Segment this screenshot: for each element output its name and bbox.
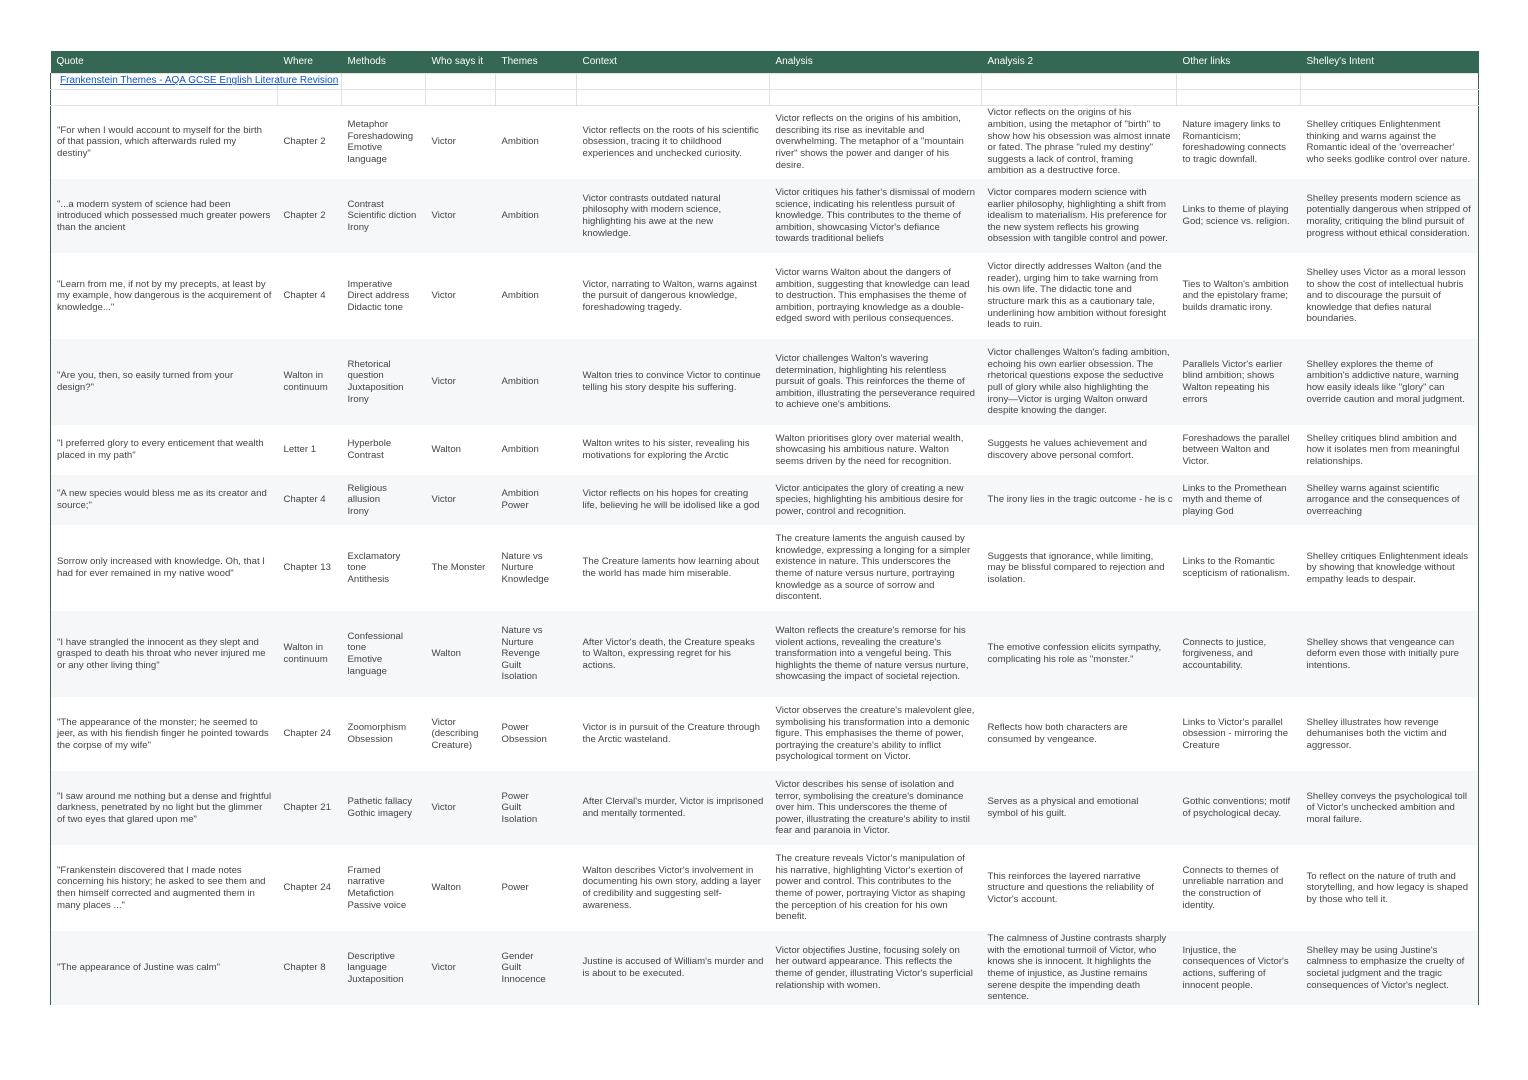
analysis-2-cell[interactable]: This reinforces the layered narrative structure and questions the reliability of Victor's account. — [982, 845, 1177, 931]
table-row — [51, 475, 1479, 525]
who-says-it-cell[interactable]: Victor — [426, 339, 496, 425]
analysis-cell[interactable]: Walton prioritises glory over material wealth, showcasing his ambitious nature. Walton seems driven by the need for recognition. — [770, 425, 982, 475]
other-links-cell[interactable]: Injustice, the consequences of Victor's actions, suffering of innocent people. — [1177, 931, 1301, 1005]
context-cell[interactable]: Walton describes Victor's involvement in documenting his own story, adding a layer of credibility and suggesting self-awareness. — [577, 845, 770, 931]
blank-row — [51, 89, 1479, 105]
who-says-it-cell[interactable]: Victor (describing Creature) — [426, 697, 496, 771]
context-cell[interactable]: Justine is accused of William's murder and is about to be executed. — [577, 931, 770, 1005]
themes-cell[interactable]: Ambition — [496, 179, 577, 253]
context-cell[interactable]: Walton writes to his sister, revealing his motivations for exploring the Arctic — [577, 425, 770, 475]
who-says-it-cell[interactable]: Victor — [426, 105, 496, 179]
empty-cell[interactable] — [342, 73, 426, 89]
title-link[interactable]: Frankenstein Themes - AQA GCSE English Literature Revision — [60, 75, 339, 87]
analysis-2-cell[interactable]: Victor directly addresses Walton (and the reader), urging him to take warning from his own life. The didactic tone and structure mark this as a cautionary tale, underlining how ambition without foresight leads to ruin. — [982, 253, 1177, 339]
empty-cell[interactable] — [496, 73, 577, 89]
methods-cell[interactable]: Confessional tone Emotive language — [342, 611, 426, 697]
shelleys-intent-cell[interactable]: Shelley warns against scientific arrogance and the consequences of overreaching — [1301, 475, 1479, 525]
header-analysis-2[interactable]: Analysis 2 — [982, 51, 1177, 73]
analysis-2-cell[interactable]: Reflects how both characters are consumed by vengeance. — [982, 697, 1177, 771]
table-row — [51, 525, 1479, 611]
themes-cell[interactable]: Ambition — [496, 339, 577, 425]
context-cell[interactable]: Victor is in pursuit of the Creature through the Arctic wasteland. — [577, 697, 770, 771]
table-header — [51, 51, 1479, 73]
table-row — [51, 845, 1479, 931]
spreadsheet — [50, 51, 1478, 1005]
empty-cell[interactable] — [278, 89, 342, 105]
shelleys-intent-cell[interactable]: Shelley may be using Justine's calmness to emphasize the cruelty of societal judgment and the tragic consequences of Victor's neglect. — [1301, 931, 1479, 1005]
analysis-cell[interactable]: Victor warns Walton about the dangers of ambition, suggesting that knowledge can lead to destruction. This emphasises the theme of ambition, portraying knowledge as a double-edged sword with perilous consequences. — [770, 253, 982, 339]
context-cell[interactable]: After Victor's death, the Creature speaks to Walton, expressing regret for his actions. — [577, 611, 770, 697]
other-links-cell[interactable]: Connects to themes of unreliable narration and the construction of identity. — [1177, 845, 1301, 931]
other-links-cell[interactable]: Nature imagery links to Romanticism; foreshadowing connects to tragic downfall. — [1177, 105, 1301, 179]
other-links-cell[interactable]: Connects to justice, forgiveness, and accountability. — [1177, 611, 1301, 697]
quote-cell[interactable]: "Learn from me, if not by my precepts, at least by my example, how dangerous is the acquirement of knowledge..." — [51, 253, 278, 339]
other-links-cell[interactable]: Gothic conventions; motif of psychological decay. — [1177, 771, 1301, 845]
themes-cell[interactable]: Power — [496, 845, 577, 931]
methods-cell[interactable]: Religious allusion Irony — [342, 475, 426, 525]
themes-cell[interactable]: Ambition — [496, 253, 577, 339]
header-quote[interactable]: Quote — [51, 51, 278, 73]
shelleys-intent-cell[interactable]: Shelley presents modern science as potentially dangerous when stripped of morality, critiquing the blind pursuit of progress without ethical consideration. — [1301, 179, 1479, 253]
who-says-it-cell[interactable]: Walton — [426, 845, 496, 931]
empty-cell[interactable] — [1177, 89, 1301, 105]
shelleys-intent-cell[interactable]: Shelley shows that vengeance can deform even those with initially pure intentions. — [1301, 611, 1479, 697]
analysis-2-cell[interactable]: Victor challenges Walton's fading ambition, echoing his own earlier obsession. The rhetorical questions expose the seductive pull of glory while also highlighting the irony—Victor is urging Walton onward despite knowing the danger. — [982, 339, 1177, 425]
other-links-cell[interactable]: Links to Victor's parallel obsession - mirroring the Creature — [1177, 697, 1301, 771]
who-says-it-cell[interactable]: Victor — [426, 771, 496, 845]
methods-cell[interactable]: Imperative Direct address Didactic tone — [342, 253, 426, 339]
analysis-cell[interactable]: Victor describes his sense of isolation and terror, symbolising the creature's dominance over him. This underscores the theme of power, illustrating the creature's ability to instil fear and paranoia in Victor. — [770, 771, 982, 845]
empty-cell[interactable] — [496, 89, 577, 105]
themes-cell[interactable]: Ambition Power — [496, 475, 577, 525]
context-cell[interactable]: Victor reflects on his hopes for creating life, believing he will be idolised like a god — [577, 475, 770, 525]
who-says-it-cell[interactable]: Victor — [426, 253, 496, 339]
table-row — [51, 697, 1479, 771]
quote-cell[interactable]: "Frankenstein discovered that I made notes concerning his history; he asked to see them and then himself corrected and augmented them in many places ..." — [51, 845, 278, 931]
title-row — [51, 73, 1479, 89]
empty-cell[interactable] — [1301, 73, 1479, 89]
other-links-cell[interactable]: Foreshadows the parallel between Walton and Victor. — [1177, 425, 1301, 475]
empty-cell[interactable] — [770, 89, 982, 105]
analysis-2-cell[interactable]: Suggests that ignorance, while limiting, may be blissful compared to rejection and isolation. — [982, 525, 1177, 611]
header-methods[interactable]: Methods — [342, 51, 426, 73]
table-row — [51, 611, 1479, 697]
context-cell[interactable]: Walton tries to convince Victor to continue telling his story despite his suffering. — [577, 339, 770, 425]
table-row — [51, 105, 1479, 179]
shelleys-intent-cell[interactable]: Shelley critiques blind ambition and how it isolates men from meaningful relationships. — [1301, 425, 1479, 475]
shelleys-intent-cell[interactable]: Shelley conveys the psychological toll of Victor's unchecked ambition and moral failure. — [1301, 771, 1479, 845]
quote-cell[interactable]: "I saw around me nothing but a dense and frightful darkness, penetrated by no light but the glimmer of two eyes that glared upon me" — [51, 771, 278, 845]
quote-cell[interactable]: "The appearance of the monster; he seemed to jeer, as with his fiendish finger he pointed towards the corpse of my wife" — [51, 697, 278, 771]
table-row — [51, 339, 1479, 425]
where-cell[interactable]: Walton in continuum — [278, 611, 342, 697]
table-row — [51, 425, 1479, 475]
other-links-cell[interactable]: Links to theme of playing God; science vs. religion. — [1177, 179, 1301, 253]
where-cell[interactable]: Walton in continuum — [278, 339, 342, 425]
context-cell[interactable]: Victor contrasts outdated natural philosophy with modern science, highlighting his awe at the new knowledge. — [577, 179, 770, 253]
themes-cell[interactable]: Ambition — [496, 425, 577, 475]
empty-cell[interactable] — [342, 89, 426, 105]
who-says-it-cell[interactable]: Victor — [426, 179, 496, 253]
themes-table — [50, 51, 1479, 1005]
who-says-it-cell[interactable]: Walton — [426, 425, 496, 475]
shelleys-intent-cell[interactable]: Shelley illustrates how revenge dehumanises both the victim and aggressor. — [1301, 697, 1479, 771]
other-links-cell[interactable]: Ties to Walton's ambition and the epistolary frame; builds dramatic irony. — [1177, 253, 1301, 339]
header-other-links[interactable]: Other links — [1177, 51, 1301, 73]
where-cell[interactable]: Chapter 8 — [278, 931, 342, 1005]
analysis-2-cell[interactable]: The emotive confession elicits sympathy, complicating his role as "monster." — [982, 611, 1177, 697]
analysis-cell[interactable]: Victor observes the creature's malevolent glee, symbolising his transformation into a demonic figure. This emphasises the theme of power, portraying the creature's ability to inflict psychological torment on Victor. — [770, 697, 982, 771]
empty-cell[interactable] — [1301, 89, 1479, 105]
context-cell[interactable]: After Clerval's murder, Victor is imprisoned and mentally tormented. — [577, 771, 770, 845]
quote-cell[interactable]: "The appearance of Justine was calm" — [51, 931, 278, 1005]
methods-cell[interactable]: Rhetorical question Juxtaposition Irony — [342, 339, 426, 425]
who-says-it-cell[interactable]: Victor — [426, 931, 496, 1005]
shelleys-intent-cell[interactable]: Shelley critiques Enlightenment thinking and warns against the Romantic ideal of the 'overreacher' who seeks godlike control over nature. — [1301, 105, 1479, 179]
methods-cell[interactable]: Exclamatory tone Antithesis — [342, 525, 426, 611]
table-row — [51, 253, 1479, 339]
methods-cell[interactable]: Contrast Scientific diction Irony — [342, 179, 426, 253]
analysis-cell[interactable]: Victor critiques his father's dismissal of modern science, indicating his relentless pursuit of knowledge. This contributes to the theme of ambition, showcasing Victor's defiance towards traditional beliefs — [770, 179, 982, 253]
where-cell[interactable]: Chapter 2 — [278, 179, 342, 253]
sheet-top-rows — [51, 73, 1479, 105]
other-links-cell[interactable]: Links to the Promethean myth and theme of playing God — [1177, 475, 1301, 525]
where-cell[interactable]: Chapter 13 — [278, 525, 342, 611]
methods-cell[interactable]: Metaphor Foreshadowing Emotive language — [342, 105, 426, 179]
themes-cell[interactable]: Power Obsession — [496, 697, 577, 771]
analysis-2-cell[interactable]: Suggests he values achievement and discovery above personal comfort. — [982, 425, 1177, 475]
analysis-2-cell[interactable]: The irony lies in the tragic outcome - he is c — [982, 475, 1177, 525]
who-says-it-cell[interactable]: The Monster — [426, 525, 496, 611]
where-cell[interactable]: Chapter 2 — [278, 105, 342, 179]
themes-cell[interactable]: Ambition — [496, 105, 577, 179]
methods-cell[interactable]: Zoomorphism Obsession — [342, 697, 426, 771]
analysis-cell[interactable]: The creature reveals Victor's manipulation of his narrative, highlighting Victor's exertion of power and control. This contributes to the theme of power, portraying Victor as shaping the perception of his creation for his own benefit. — [770, 845, 982, 931]
context-cell[interactable]: Victor, narrating to Walton, warns against the pursuit of dangerous knowledge, foreshadowing tragedy. — [577, 253, 770, 339]
table-row — [51, 771, 1479, 845]
header-who-says-it[interactable]: Who says it — [426, 51, 496, 73]
analysis-cell[interactable]: Victor challenges Walton's wavering determination, highlighting his relentless pursuit of goals. This reinforces the theme of ambition, illustrating the perseverance required to achieve one's ambitions. — [770, 339, 982, 425]
where-cell[interactable]: Chapter 4 — [278, 475, 342, 525]
analysis-2-cell[interactable]: Victor reflects on the origins of his ambition, using the metaphor of "birth" to show how his obsession was almost innate or fated. The phrase "ruled my destiny" suggests a lack of control, framing ambition as a destructive force. — [982, 105, 1177, 179]
analysis-2-cell[interactable]: Victor compares modern science with earlier philosophy, highlighting a shift from idealism to materialism. His preference for the new system reflects his growing obsession with tangible control and power. — [982, 179, 1177, 253]
table-row — [51, 179, 1479, 253]
title-cell[interactable] — [51, 73, 339, 89]
analysis-2-cell[interactable]: Serves as a physical and emotional symbol of his guilt. — [982, 771, 1177, 845]
empty-cell[interactable] — [426, 73, 496, 89]
methods-cell[interactable]: Framed narrative Metafiction Passive voice — [342, 845, 426, 931]
where-cell[interactable]: Chapter 24 — [278, 697, 342, 771]
header-shelleys-intent[interactable]: Shelley's Intent — [1301, 51, 1479, 73]
themes-cell[interactable]: Gender Guilt Innocence — [496, 931, 577, 1005]
empty-cell[interactable] — [982, 73, 1177, 89]
context-cell[interactable]: Victor reflects on the roots of his scientific obsession, tracing it to childhood experiences and unchecked curiosity. — [577, 105, 770, 179]
where-cell[interactable]: Chapter 21 — [278, 771, 342, 845]
methods-cell[interactable]: Hyperbole Contrast — [342, 425, 426, 475]
table-row — [51, 931, 1479, 1005]
context-cell[interactable]: The Creature laments how learning about the world has made him miserable. — [577, 525, 770, 611]
header-row — [51, 51, 1479, 73]
methods-cell[interactable]: Pathetic fallacy Gothic imagery — [342, 771, 426, 845]
analysis-cell[interactable]: The creature laments the anguish caused by knowledge, expressing a longing for a simpler existence in nature. This underscores the theme of nature versus nurture, portraying knowledge as a source of sorrow and discontent. — [770, 525, 982, 611]
themes-cell[interactable]: Nature vs Nurture Knowledge — [496, 525, 577, 611]
empty-cell[interactable] — [426, 89, 496, 105]
who-says-it-cell[interactable]: Walton — [426, 611, 496, 697]
quote-cell[interactable]: "Are you, then, so easily turned from your design?" — [51, 339, 278, 425]
header-where[interactable]: Where — [278, 51, 342, 73]
where-cell[interactable]: Chapter 4 — [278, 253, 342, 339]
methods-cell[interactable]: Descriptive language Juxtaposition — [342, 931, 426, 1005]
empty-cell[interactable] — [982, 89, 1177, 105]
analysis-cell[interactable]: Victor objectifies Justine, focusing solely on her outward appearance. This reflects the theme of gender, illustrating Victor's superficial relationship with women. — [770, 931, 982, 1005]
quote-cell[interactable]: "A new species would bless me as its creator and source;" — [51, 475, 278, 525]
header-context[interactable]: Context — [577, 51, 770, 73]
other-links-cell[interactable]: Parallels Victor's earlier blind ambition; shows Walton repeating his errors — [1177, 339, 1301, 425]
quote-cell[interactable]: Sorrow only increased with knowledge. Oh, that I had for ever remained in my native wood" — [51, 525, 278, 611]
shelleys-intent-cell[interactable]: Shelley critiques Enlightenment ideals by showing that knowledge without empathy leads to despair. — [1301, 525, 1479, 611]
shelleys-intent-cell[interactable]: To reflect on the nature of truth and storytelling, and how legacy is shaped by those who tell it. — [1301, 845, 1479, 931]
other-links-cell[interactable]: Links to the Romantic scepticism of rationalism. — [1177, 525, 1301, 611]
shelleys-intent-cell[interactable]: Shelley explores the theme of ambition's addictive nature, warning how easily ideals like "glory" can override caution and moral judgment. — [1301, 339, 1479, 425]
themes-cell[interactable]: Nature vs Nurture Revenge Guilt Isolation — [496, 611, 577, 697]
empty-cell[interactable] — [1177, 73, 1301, 89]
quote-cell[interactable]: "For when I would account to myself for the birth of that passion, which afterwards ruled my destiny" — [51, 105, 278, 179]
analysis-cell[interactable]: Victor anticipates the glory of creating a new species, highlighting his ambitious desire for power, control and recognition. — [770, 475, 982, 525]
analysis-cell[interactable]: Victor reflects on the origins of his ambition, describing its rise as inevitable and overwhelming. The metaphor of a "mountain river" shows the power and danger of his desire. — [770, 105, 982, 179]
empty-cell[interactable] — [770, 73, 982, 89]
quote-cell[interactable]: "...a modern system of science had been introduced which possessed much greater powers than the ancient — [51, 179, 278, 253]
quote-cell[interactable]: "I preferred glory to every enticement that wealth placed in my path" — [51, 425, 278, 475]
empty-cell[interactable] — [577, 73, 770, 89]
where-cell[interactable]: Letter 1 — [278, 425, 342, 475]
header-themes[interactable]: Themes — [496, 51, 577, 73]
who-says-it-cell[interactable]: Victor — [426, 475, 496, 525]
empty-cell[interactable] — [51, 89, 278, 105]
analysis-2-cell[interactable]: The calmness of Justine contrasts sharply with the emotional turmoil of Victor, who knows she is innocent. It highlights the theme of injustice, as Justine remains serene despite the impending death sentence. — [982, 931, 1177, 1005]
analysis-cell[interactable]: Walton reflects the creature's remorse for his violent actions, revealing the creature's transformation into a vengeful being. This highlights the theme of nature versus nurture, showcasing the impact of societal rejection. — [770, 611, 982, 697]
table-body — [51, 105, 1479, 1005]
shelleys-intent-cell[interactable]: Shelley uses Victor as a moral lesson to show the cost of intellectual hubris and to discourage the pursuit of knowledge that defies natural boundaries. — [1301, 253, 1479, 339]
themes-cell[interactable]: Power Guilt Isolation — [496, 771, 577, 845]
empty-cell[interactable] — [577, 89, 770, 105]
quote-cell[interactable]: "I have strangled the innocent as they slept and grasped to death his throat who never injured me or any other living thing" — [51, 611, 278, 697]
where-cell[interactable]: Chapter 24 — [278, 845, 342, 931]
header-analysis[interactable]: Analysis — [770, 51, 982, 73]
